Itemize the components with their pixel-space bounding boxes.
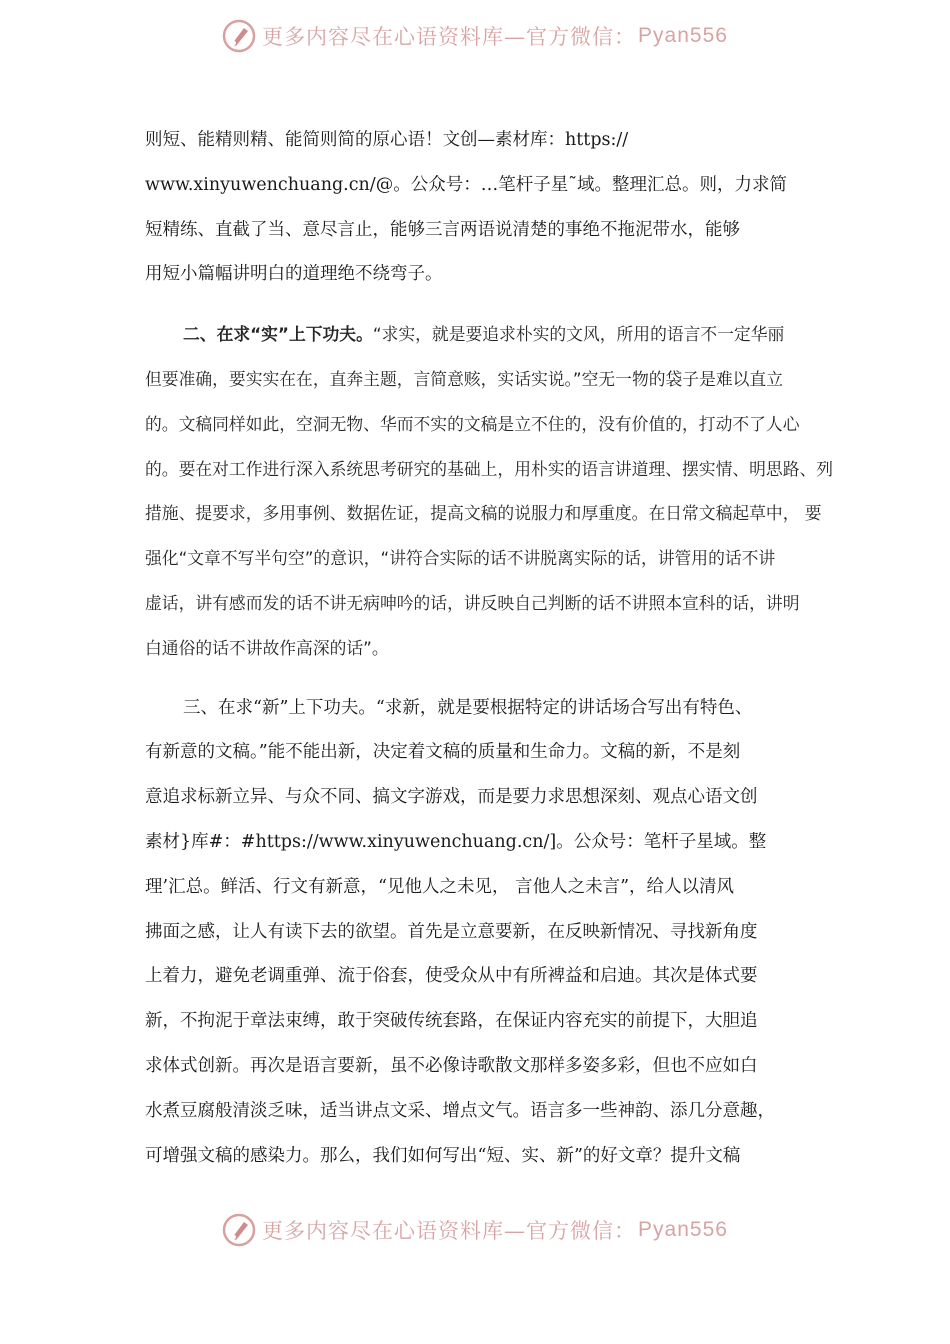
footer-banner-wechat: Pyan556	[638, 1218, 728, 1241]
text-line: 有新意的文稿。”能不能出新，决定着文稿的质量和生命力。文稿的新，不是刻	[145, 742, 741, 763]
text-line: 虚话，讲有感而发的话不讲无病呻吟的话，讲反映自己判断的话不讲照本宣科的话，讲明	[145, 592, 800, 613]
footer-banner	[0, 1210, 950, 1250]
text-line: 水煮豆腐般清淡乏味，适当讲点文采、增点文气。语言多一些神韵、添几分意趣，	[145, 1100, 775, 1121]
text-line: 新，不拘泥于章法束缚，敢于突破传统套路，在保证内容充实的前提下，大胆追	[145, 1011, 758, 1032]
text-line: 求体式创新。再次是语言要新，虽不必像诗歌散文那样多姿多彩，但也不应如白	[145, 1055, 758, 1076]
text-line: 理’汇总。鲜活、行文有新意，“见他人之未见， 言他人之未言”，给人以清风	[145, 876, 735, 897]
text-line: 强化“文章不写半句空”的意识，“讲符合实际的话不讲脱离实际的话，讲管用的话不讲	[145, 548, 776, 569]
text-line: 短精练、直截了当、意尽言止，能够三言两语说清楚的事绝不拖泥带水，能够	[145, 219, 740, 240]
text-line: 但要准确，要实实在在，直奔主题，言简意赅，实话实说。”空无一物的袋子是难以直立	[145, 368, 783, 389]
text-line: 三、在求“新”上下功夫。“求新，就是要根据特定的讲话场合写出有特色、	[183, 697, 753, 718]
footer-banner-text: 更多内容尽在心语资料库—官方微信：	[262, 1219, 637, 1243]
text-line: 上着力，避免老调重弹、流于俗套，使受众从中有所裨益和启迪。其次是体式要	[145, 966, 758, 987]
section-heading-2: 二、在求“实”上下功夫。	[183, 324, 373, 345]
paragraph-3	[145, 686, 835, 1179]
header-banner-wechat: Pyan556	[638, 24, 728, 47]
text-line	[145, 312, 835, 357]
text-line: 素材}库#：#https://www.xinyuwenchuang.cn/]。公众号：笔杆子星域。整	[145, 831, 767, 852]
text-line: 措施、提要求，多用事例、数据佐证，提高文稿的说服力和厚重度。在日常文稿起草中， 要	[145, 503, 822, 524]
text-line: 白通俗的话不讲故作高深的话”。	[145, 637, 389, 658]
text-line: 的。要在对工作进行深入系统思考研究的基础上，用朴实的语言讲道理、摆实情、明思路、列	[145, 458, 834, 479]
text-line: 用短小篇幅讲明白的道理绝不绕弯子。	[145, 264, 443, 285]
text-line: 拂面之感，让人有读下去的欲望。首先是立意要新，在反映新情况、寻找新角度	[145, 921, 758, 942]
paragraph-1	[145, 118, 835, 297]
text-line: 则短、能精则精、能简则简的原心语！文创—素材库：https://	[145, 130, 629, 150]
text-run: “求实，就是要追求朴实的文风，所用的语言不一定华丽	[372, 324, 785, 345]
header-banner	[0, 16, 950, 56]
header-banner-text: 更多内容尽在心语资料库—官方微信：	[262, 25, 637, 49]
paragraph-2	[145, 312, 835, 670]
text-line: 可增强文稿的感染力。那么，我们如何写出“短、实、新”的好文章？提升文稿	[145, 1145, 741, 1166]
document-body	[145, 118, 835, 1178]
text-line: 意追求标新立异、与众不同、搞文字游戏，而是要力求思想深刻、观点心语文创	[145, 787, 758, 808]
pen-logo-icon	[222, 1213, 256, 1247]
text-line: www.xinyuwenchuang.cn/@。公众号：…笔杆子星˜域。整理汇总。则，力求简	[145, 174, 787, 195]
pen-logo-icon	[222, 19, 256, 53]
text-line: 的。文稿同样如此，空洞无物、华而不实的文稿是立不住的，没有价值的，打动不了人心	[145, 413, 800, 434]
